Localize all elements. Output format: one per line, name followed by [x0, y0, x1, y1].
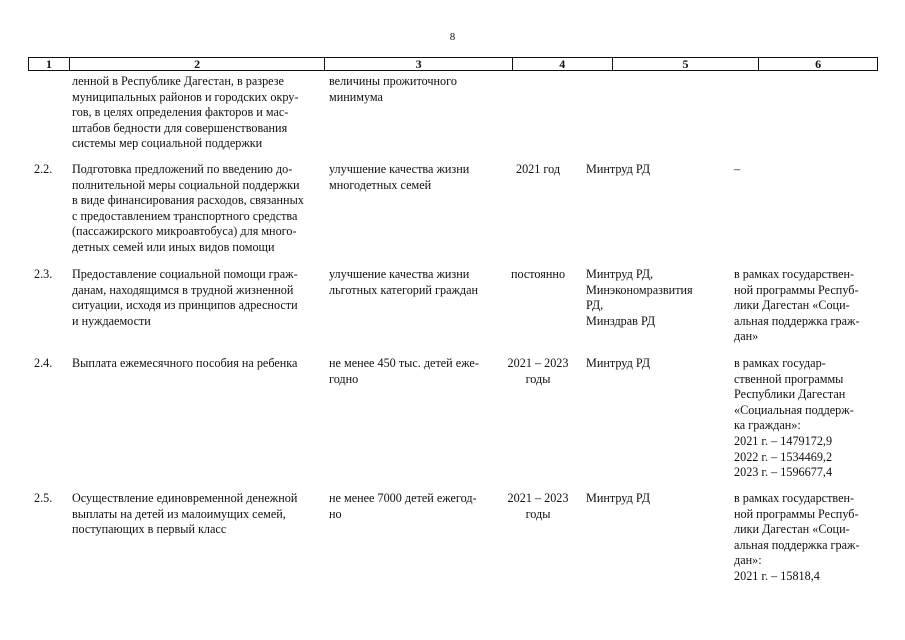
- row-number: 2.3.: [34, 267, 53, 281]
- term-cell: [497, 267, 579, 283]
- result-cell: [329, 162, 492, 193]
- measure-cell-line: выплаты на детей из малоимущих семей,: [72, 506, 286, 521]
- note-cell-line: 2021 г. – 15818,4: [734, 568, 820, 583]
- measure-cell: [72, 267, 319, 329]
- executor-cell-line: Минтруд РД: [586, 162, 651, 176]
- executor-cell-line: Минздрав РД: [586, 313, 656, 328]
- note-cell-line: в рамках государствен-: [734, 267, 855, 281]
- term-cell-line: постоянно: [510, 267, 566, 281]
- measure-cell-line: в виде финансирования расходов, связанных: [72, 193, 304, 208]
- measure-cell-line: муниципальных районов и городских окру-: [72, 89, 299, 104]
- measure-cell-line: Подготовка предложений по введению до-: [72, 162, 293, 176]
- executor-cell: [586, 491, 726, 507]
- measure-cell-line: с предоставлением транспортного средства: [72, 208, 298, 223]
- note-cell-line: 2023 г. – 1596677,4: [734, 465, 833, 480]
- row-number: 2.5.: [34, 491, 53, 505]
- result-cell-line: улучшение качества жизни: [329, 267, 470, 281]
- result-cell-line: льготных категорий граждан: [329, 282, 479, 297]
- result-cell-line: но: [329, 506, 342, 521]
- executor-cell-line: Минтруд РД: [586, 356, 651, 370]
- note-cell-line: Республики Дагестан: [734, 387, 846, 402]
- measure-cell-line: данам, находящимся в трудной жизненной: [72, 282, 294, 297]
- note-cell-line: ка граждан»:: [734, 418, 801, 433]
- result-cell-line: улучшение качества жизни: [329, 162, 470, 176]
- executor-cell-line: Минтруд РД: [586, 491, 651, 505]
- result-cell-line: величины прожиточного: [329, 74, 457, 88]
- note-cell-line: в рамках государ-: [734, 356, 826, 370]
- term-cell-line: годы: [525, 506, 551, 521]
- header-col-3: 3: [325, 58, 513, 70]
- term-cell-line: 2021 – 2023: [507, 491, 569, 505]
- note-cell-line: альная поддержка граж-: [734, 313, 860, 328]
- header-col-5: 5: [613, 58, 760, 70]
- executor-cell-line: РД,: [586, 298, 604, 313]
- header-col-4: 4: [513, 58, 613, 70]
- note-cell-line: лики Дагестан «Соци-: [734, 298, 850, 313]
- result-cell-line: не менее 450 тыс. детей еже-: [329, 356, 479, 370]
- header-col-1: 1: [29, 58, 70, 70]
- result-cell-line: многодетных семей: [329, 177, 432, 192]
- note-cell-line: альная поддержка граж-: [734, 537, 860, 552]
- measure-cell: [72, 491, 319, 538]
- measure-cell-line: полнительной меры социальной поддержки: [72, 177, 300, 192]
- result-cell-line: годно: [329, 371, 359, 386]
- executor-cell-line: Минэкономразвития: [586, 282, 693, 297]
- measure-cell-line: ленной в Республике Дагестан, в разрезе: [72, 74, 284, 88]
- note-cell-line: «Социальная поддерж-: [734, 402, 854, 417]
- executor-cell: [586, 162, 726, 178]
- measure-cell: [72, 162, 319, 256]
- note-cell-line: ной программы Респуб-: [734, 506, 859, 521]
- term-cell: [497, 162, 579, 178]
- table-header: [28, 57, 878, 71]
- measure-cell-line: и нуждаемости: [72, 313, 151, 328]
- page-number: 8: [449, 31, 456, 43]
- measure-cell-line: Осуществление единовременной денежной: [72, 491, 298, 505]
- note-cell-line: ной программы Респуб-: [734, 282, 859, 297]
- term-cell-line: 2021 – 2023: [507, 356, 569, 370]
- measure-cell-line: ситуации, исходя из принципов адресности: [72, 298, 298, 313]
- term-cell: [497, 356, 579, 387]
- result-cell: [329, 491, 492, 522]
- result-cell-line: минимума: [329, 89, 383, 104]
- note-cell-line: 2021 г. – 1479172,9: [734, 433, 833, 448]
- measure-cell-line: штабов бедности для совершенствования: [72, 120, 288, 135]
- row-number: 2.4.: [34, 356, 53, 370]
- result-cell: [329, 267, 492, 298]
- measure-cell: [72, 74, 319, 152]
- note-cell-line: 2022 г. – 1534469,2: [734, 449, 833, 464]
- measure-cell-line: (пассажирского микроавтобуса) для много-: [72, 224, 297, 239]
- measure-cell-line: детных семей или иных видов помощи: [72, 239, 275, 254]
- note-cell: [734, 491, 870, 585]
- measure-cell-line: системы мер социальной поддержки: [72, 136, 263, 151]
- result-cell-line: не менее 7000 детей ежегод-: [329, 491, 477, 505]
- executor-cell: [586, 356, 726, 372]
- measure-cell-line: Выплата ежемесячного пособия на ребенка: [72, 356, 298, 370]
- measure-cell-line: поступающих в первый класс: [72, 522, 227, 537]
- note-cell-line: в рамках государствен-: [734, 491, 855, 505]
- measure-cell-line: гов, в целях определения факторов и мас-: [72, 105, 289, 120]
- header-col-2: 2: [70, 58, 325, 70]
- measure-cell-line: Предоставление социальной помощи граж-: [72, 267, 298, 281]
- result-cell: [329, 356, 492, 387]
- note-cell-line: –: [734, 162, 741, 176]
- result-cell: [329, 74, 492, 105]
- term-cell-line: годы: [525, 371, 551, 386]
- note-cell-line: дан»:: [734, 553, 762, 568]
- term-cell: [497, 491, 579, 522]
- note-cell: [734, 162, 870, 178]
- executor-cell-line: Минтруд РД,: [586, 267, 654, 281]
- measure-cell: [72, 356, 319, 372]
- executor-cell: [586, 267, 726, 329]
- note-cell-line: дан»: [734, 329, 759, 344]
- header-col-6: 6: [815, 57, 822, 71]
- note-cell: [734, 356, 870, 481]
- note-cell: [734, 267, 870, 345]
- note-cell-line: ственной программы: [734, 371, 844, 386]
- note-cell-line: лики Дагестан «Соци-: [734, 522, 850, 537]
- term-cell-line: 2021 год: [515, 162, 561, 176]
- row-number: 2.2.: [34, 162, 53, 176]
